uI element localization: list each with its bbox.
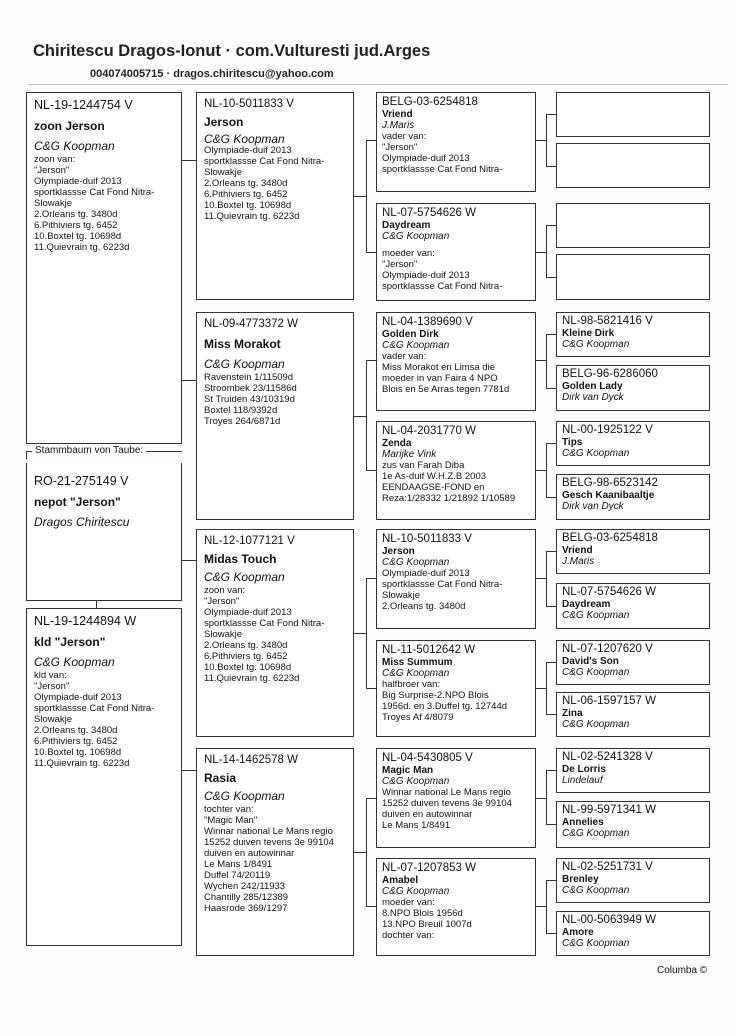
bird-name: Jerson <box>204 115 244 129</box>
bird-note: 11.Quievrain tg. 6223d <box>34 758 130 769</box>
bird-name: De Lorris <box>562 764 606 775</box>
connector-line <box>366 798 376 799</box>
connector-line <box>546 606 556 607</box>
bird-note: Miss Morakot en Limsa die <box>382 362 495 373</box>
bird-name: Golden Dirk <box>382 329 439 340</box>
bird-name: Miss Summum <box>382 657 453 668</box>
bird-name: David's Son <box>562 656 619 667</box>
bird-note: Duffel 74/20119 <box>204 870 271 881</box>
bird-note: moeder in van Faira 4 NPO <box>382 373 498 384</box>
bird-note: duiven en autowinnar <box>204 848 295 859</box>
bird-owner: C&G Koopman <box>382 231 450 242</box>
bird-note: Slowakje <box>204 629 243 640</box>
bird-note: moeder van: <box>382 248 435 259</box>
connector-line <box>536 578 546 579</box>
bird-note: Big Surprise-2.NPO Blois <box>382 690 489 701</box>
g4-card <box>556 692 710 737</box>
connector-line <box>546 388 556 389</box>
son-card <box>26 92 182 444</box>
connector-line <box>546 770 556 771</box>
connector-line <box>546 551 547 606</box>
ring-number: NL-04-2031770 W <box>382 425 476 437</box>
bird-name: Amore <box>562 927 594 938</box>
connector-line <box>546 334 556 335</box>
bird-owner: C&G Koopman <box>204 789 285 803</box>
bird-name: Zenda <box>382 438 412 449</box>
bird-note: "Jerson" <box>34 681 70 692</box>
ring-number: NL-07-1207853 W <box>382 862 476 874</box>
connector-line <box>182 770 196 771</box>
bird-owner: C&G Koopman <box>382 886 450 897</box>
bird-note: 15252 duiven tevens 3e 99104 <box>204 837 334 848</box>
copyright-label: Columba © <box>657 965 708 976</box>
ring-number: RO-21-275149 V <box>34 474 129 488</box>
dam-card <box>26 608 182 946</box>
g3-card <box>376 748 536 848</box>
ring-number: NL-10-5011833 V <box>382 533 472 545</box>
breeder-title: Chiritescu Dragos-Ionut · com.Vulturesti jud.Arges <box>33 42 431 60</box>
connector-line <box>546 880 556 881</box>
connector-line <box>546 443 556 444</box>
connector-line <box>182 560 196 561</box>
bird-note: kld van: <box>34 670 67 681</box>
bird-note: 13.NPO Breuil 1007d <box>382 919 472 930</box>
bird-note: Troyes Af 4/8079 <box>382 712 454 723</box>
g4-card <box>556 529 710 574</box>
bird-note: sportklassse Cat Fond Nitra- <box>34 187 155 198</box>
bird-note: "Jerson" <box>204 596 240 607</box>
connector-line <box>546 334 547 388</box>
bird-note: sportklassse Cat Fond Nitra- <box>204 618 325 629</box>
bird-note: EENDAAGSE-FOND en <box>382 482 485 493</box>
bird-note: 6.Pithiviers tg. 6452 <box>204 651 288 662</box>
bird-name: Daydream <box>562 599 611 610</box>
bird-note: sportklassse Cat Fond Nitra- <box>34 703 155 714</box>
bird-note: St Truiden 43/10319d <box>204 394 295 405</box>
bird-owner: C&G Koopman <box>562 339 630 350</box>
ring-number: NL-14-1462578 W <box>204 754 298 766</box>
bird-note: "Jerson" <box>34 165 70 176</box>
g4-card <box>556 421 710 466</box>
bird-note: vader van: <box>382 351 427 362</box>
bird-name: Golden Lady <box>562 381 623 392</box>
bird-note: 2.Orleans tg. 3480d <box>382 601 466 612</box>
g4-card <box>556 583 710 629</box>
ring-number: NL-12-1077121 V <box>204 535 295 547</box>
bird-owner: C&G Koopman <box>562 828 630 839</box>
connector-line <box>366 140 367 252</box>
g2-card <box>196 312 354 520</box>
ring-number: NL-02-5241328 V <box>562 751 653 763</box>
bird-note: 10.Boxtel tg. 10698d <box>34 747 122 758</box>
connector-line <box>536 140 546 141</box>
bird-name: Tips <box>562 437 583 448</box>
connector-line <box>536 360 546 361</box>
bird-name: Magic Man <box>382 765 434 776</box>
bird-note: 1956d. en 3.Duffel tg. 12744d <box>382 701 508 712</box>
bird-owner: C&G Koopman <box>562 667 630 678</box>
bird-note: 6.Pithiviers tg. 6452 <box>34 220 118 231</box>
ring-number: NL-99-5971341 W <box>562 804 656 816</box>
bird-owner: C&G Koopman <box>382 668 450 679</box>
ring-number: BELG-96-6286060 <box>562 368 658 380</box>
bird-note: 6.Pithiviers tg. 6452 <box>204 189 288 200</box>
bird-note: zoon van: <box>204 585 246 596</box>
connector-line <box>536 252 546 253</box>
bird-note: "Magic Man" <box>204 815 258 826</box>
bird-note: 11.Quievrain tg. 6223d <box>204 673 300 684</box>
connector-line <box>536 798 546 799</box>
bird-name: Amabel <box>382 875 419 886</box>
bird-owner: Marijke Vink <box>382 449 437 460</box>
ring-number: NL-00-5063949 W <box>562 914 656 926</box>
ring-number: NL-02-5251731 V <box>562 861 653 873</box>
connector-line <box>546 443 547 497</box>
g3-card <box>376 203 536 301</box>
connector-line <box>366 688 376 689</box>
bird-note: Troyes 264/6871d <box>204 416 281 427</box>
bird-note: Chantilly 285/12389 <box>204 892 288 903</box>
connector-line <box>546 551 556 552</box>
connector-line <box>366 140 376 141</box>
connector-line <box>546 497 556 498</box>
bird-note: Olympiade-duif 2013 <box>382 153 470 164</box>
bird-name: Miss Morakot <box>204 337 281 351</box>
connector-line <box>366 578 367 688</box>
bird-note: Slowakje <box>34 198 73 209</box>
bird-note: Ravenstein 1/11509d <box>204 372 294 383</box>
connector-line <box>354 416 366 417</box>
bird-note: 11.Quievrain tg. 6223d <box>204 211 300 222</box>
ring-number: NL-07-1207620 V <box>562 643 653 655</box>
bird-note: Olympiade-duif 2013 <box>382 568 470 579</box>
bird-note: 6.Pithiviers tg. 6452 <box>34 736 118 747</box>
ring-number: BELG-03-6254818 <box>382 96 478 108</box>
ring-number: NL-04-5430805 V <box>382 752 473 764</box>
connector-line <box>536 906 546 907</box>
bird-note: 1e As-duif W.H.Z.B 2003 <box>382 471 487 482</box>
bird-note: sportklassse Cat Fond Nitra- <box>204 156 325 167</box>
bird-name: Annelies <box>562 817 604 828</box>
ring-number: NL-11-5012642 W <box>382 644 476 656</box>
ring-number: NL-04-1389690 V <box>382 316 473 328</box>
g4-card <box>556 474 710 520</box>
bird-note: 2.Orleans tg. 3480d <box>34 725 118 736</box>
bird-owner: C&G Koopman <box>204 132 285 146</box>
connector-line <box>366 470 376 471</box>
ring-number: BELG-03-6254818 <box>562 532 658 544</box>
g4-card-empty <box>556 203 710 248</box>
connector-line <box>354 852 366 853</box>
g3-card <box>376 92 536 192</box>
g3-card <box>376 312 536 411</box>
bird-owner: Dirk van Dyck <box>562 392 624 403</box>
bird-owner: C&G Koopman <box>562 719 630 730</box>
connector-line <box>546 880 547 933</box>
g3-card <box>376 529 536 629</box>
g4-card <box>556 911 710 956</box>
connector-line <box>354 633 366 634</box>
g4-card <box>556 312 710 357</box>
bird-note: halfbroer van: <box>382 679 441 690</box>
connector-line <box>182 160 196 161</box>
g4-card <box>556 858 710 903</box>
bird-note: 15252 duiven tevens 3e 99104 <box>382 798 512 809</box>
bird-owner: Dirk van Dyck <box>562 501 624 512</box>
g3-card <box>376 858 536 956</box>
connector-line <box>96 601 97 609</box>
bird-name: Vriend <box>382 109 413 120</box>
connector-line <box>366 360 367 470</box>
g4-card-empty <box>556 92 710 137</box>
connector-line <box>546 933 556 934</box>
g2-card <box>196 748 354 956</box>
bird-note: duiven en autowinnar <box>382 809 473 820</box>
bird-owner: C&G Koopman <box>34 139 115 153</box>
bird-note: Slowakje <box>382 590 421 601</box>
bird-owner: C&G Koopman <box>204 570 285 584</box>
bird-note: sportklassse Cat Fond Nitra- <box>382 164 503 175</box>
connector-line <box>546 225 556 226</box>
bird-note: 11.Quievrain tg. 6223d <box>34 242 130 253</box>
bird-name: nepot "Jerson" <box>34 495 121 509</box>
bird-note: Le Mans 1/8491 <box>382 820 451 831</box>
bird-name: zoon Jerson <box>34 119 105 133</box>
bird-owner: Lindelauf <box>562 775 603 786</box>
connector-line <box>546 770 547 824</box>
connector-line <box>546 277 556 278</box>
bird-note: 2.Orleans tg. 3480d <box>204 178 288 189</box>
g4-card <box>556 640 710 685</box>
bird-note: Olympiade-duif 2013 <box>34 176 122 187</box>
bird-note: zoon van: <box>34 154 76 165</box>
ring-number: NL-07-5754626 W <box>562 586 656 598</box>
bird-owner: C&G Koopman <box>562 938 630 949</box>
ring-number: NL-98-5821416 V <box>562 315 653 327</box>
bird-owner: C&G Koopman <box>204 357 285 371</box>
bird-note: Wychen 242/11933 <box>204 881 286 892</box>
ring-number: NL-00-1925122 V <box>562 424 653 436</box>
g4-card-empty <box>556 143 710 188</box>
bird-owner: C&G Koopman <box>34 655 115 669</box>
connector-line <box>366 798 367 906</box>
bird-note: Winnar national Le Mans regio <box>382 787 511 798</box>
bird-note: Haasrode 369/1297 <box>204 903 288 914</box>
bird-note: 10.Boxtel tg. 10698d <box>34 231 122 242</box>
bird-note: sportklassse Cat Fond Nitra- <box>382 281 503 292</box>
connector-line <box>354 196 366 197</box>
connector-line <box>536 470 546 471</box>
bird-owner: C&G Koopman <box>562 885 630 896</box>
bird-note: Blois en 5e Arras tegen 7781d <box>382 384 510 395</box>
header-divider <box>28 84 728 85</box>
g2-card <box>196 529 354 737</box>
ring-number: NL-10-5011833 V <box>204 98 294 110</box>
bird-note: Reza:1/28332 1/21892 1/10589 <box>382 493 516 504</box>
connector-line <box>182 380 196 381</box>
g3-card <box>376 421 536 520</box>
subject-card <box>26 463 182 601</box>
connector-line <box>546 225 547 277</box>
g3-card <box>376 640 536 737</box>
bird-note: Olympiade-duif 2013 <box>204 145 292 156</box>
bird-note: Slowakje <box>34 714 73 725</box>
g4-card-empty <box>556 254 710 300</box>
bird-note: dochter van: <box>382 930 435 941</box>
bird-note: zus van Farah Diba <box>382 460 465 471</box>
bird-note: "Jerson" <box>382 259 418 270</box>
connector-line <box>546 714 556 715</box>
connector-line <box>546 662 547 714</box>
bird-owner: C&G Koopman <box>382 776 450 787</box>
bird-name: kld "Jerson" <box>34 635 106 649</box>
connector-line <box>546 114 547 166</box>
bird-note: Boxtel 118/9392d <box>204 405 278 416</box>
bird-note: vader van: <box>382 131 427 142</box>
bird-note: Le Mans 1/8491 <box>204 859 273 870</box>
bird-note: moeder van: <box>382 897 435 908</box>
bird-note: 10.Boxtel tg. 10698d <box>204 662 292 673</box>
bird-note: "Jerson" <box>382 142 418 153</box>
bird-name: Zina <box>562 708 583 719</box>
bird-note: 10.Boxtel tg. 10698d <box>204 200 292 211</box>
stammbaum-divider-tick <box>26 451 27 459</box>
ring-number: NL-09-4773372 W <box>204 318 298 330</box>
bird-owner: C&G Koopman <box>382 340 450 351</box>
bird-owner: C&G Koopman <box>562 448 630 459</box>
bird-note: Winnar national Le Mans regio <box>204 826 333 837</box>
ring-number: NL-07-5754626 W <box>382 207 476 219</box>
ring-number: NL-19-1244754 V <box>34 98 133 112</box>
ring-number: BELG-98-6523142 <box>562 477 658 489</box>
stammbaum-label: Stammbaum von Taube: <box>32 445 146 456</box>
bird-owner: J.Maris <box>562 556 595 567</box>
bird-note: 2.Orleans tg. 3480d <box>204 640 288 651</box>
connector-line <box>546 824 556 825</box>
g4-card <box>556 748 710 793</box>
bird-note: Olympiade-duif 2013 <box>382 270 470 281</box>
bird-owner: J.Maris <box>382 120 415 131</box>
bird-note: Slowakje <box>204 167 243 178</box>
bird-owner: Dragos Chiritescu <box>34 515 130 529</box>
connector-line <box>546 114 556 115</box>
g2-card <box>196 92 354 300</box>
bird-owner: C&G Koopman <box>562 610 630 621</box>
bird-note: 8.NPO Blois 1956d <box>382 908 463 919</box>
bird-note: 2.Orleans tg. 3480d <box>34 209 118 220</box>
bird-name: Vriend <box>562 545 593 556</box>
bird-owner: C&G Koopman <box>382 557 450 568</box>
bird-note: Stroombek 23/11586d <box>204 383 297 394</box>
bird-name: Gesch Kaanibaaltje <box>562 490 655 501</box>
bird-note: sportklassse Cat Fond Nitra- <box>382 579 503 590</box>
connector-line <box>366 906 376 907</box>
g4-card <box>556 801 710 848</box>
bird-note: Olympiade-duif 2013 <box>34 692 122 703</box>
ring-number: NL-19-1244894 W <box>34 614 137 628</box>
ring-number: NL-06-1597157 W <box>562 695 656 707</box>
bird-note: Olympiade-duif 2013 <box>204 607 292 618</box>
bird-name: Rasia <box>204 771 237 785</box>
bird-name: Kleine Dirk <box>562 328 615 339</box>
bird-note: tochter van: <box>204 804 254 815</box>
bird-name: Brenley <box>562 874 599 885</box>
g4-card <box>556 365 710 411</box>
bird-name: Daydream <box>382 220 431 231</box>
connector-line <box>366 360 376 361</box>
bird-name: Midas Touch <box>204 552 277 566</box>
connector-line <box>536 688 546 689</box>
bird-name: Jerson <box>382 546 415 557</box>
breeder-contact: 004074005715 · dragos.chiritescu@yahoo.com <box>90 68 334 80</box>
connector-line <box>546 662 556 663</box>
connector-line <box>366 252 376 253</box>
connector-line <box>366 578 376 579</box>
connector-line <box>546 166 556 167</box>
